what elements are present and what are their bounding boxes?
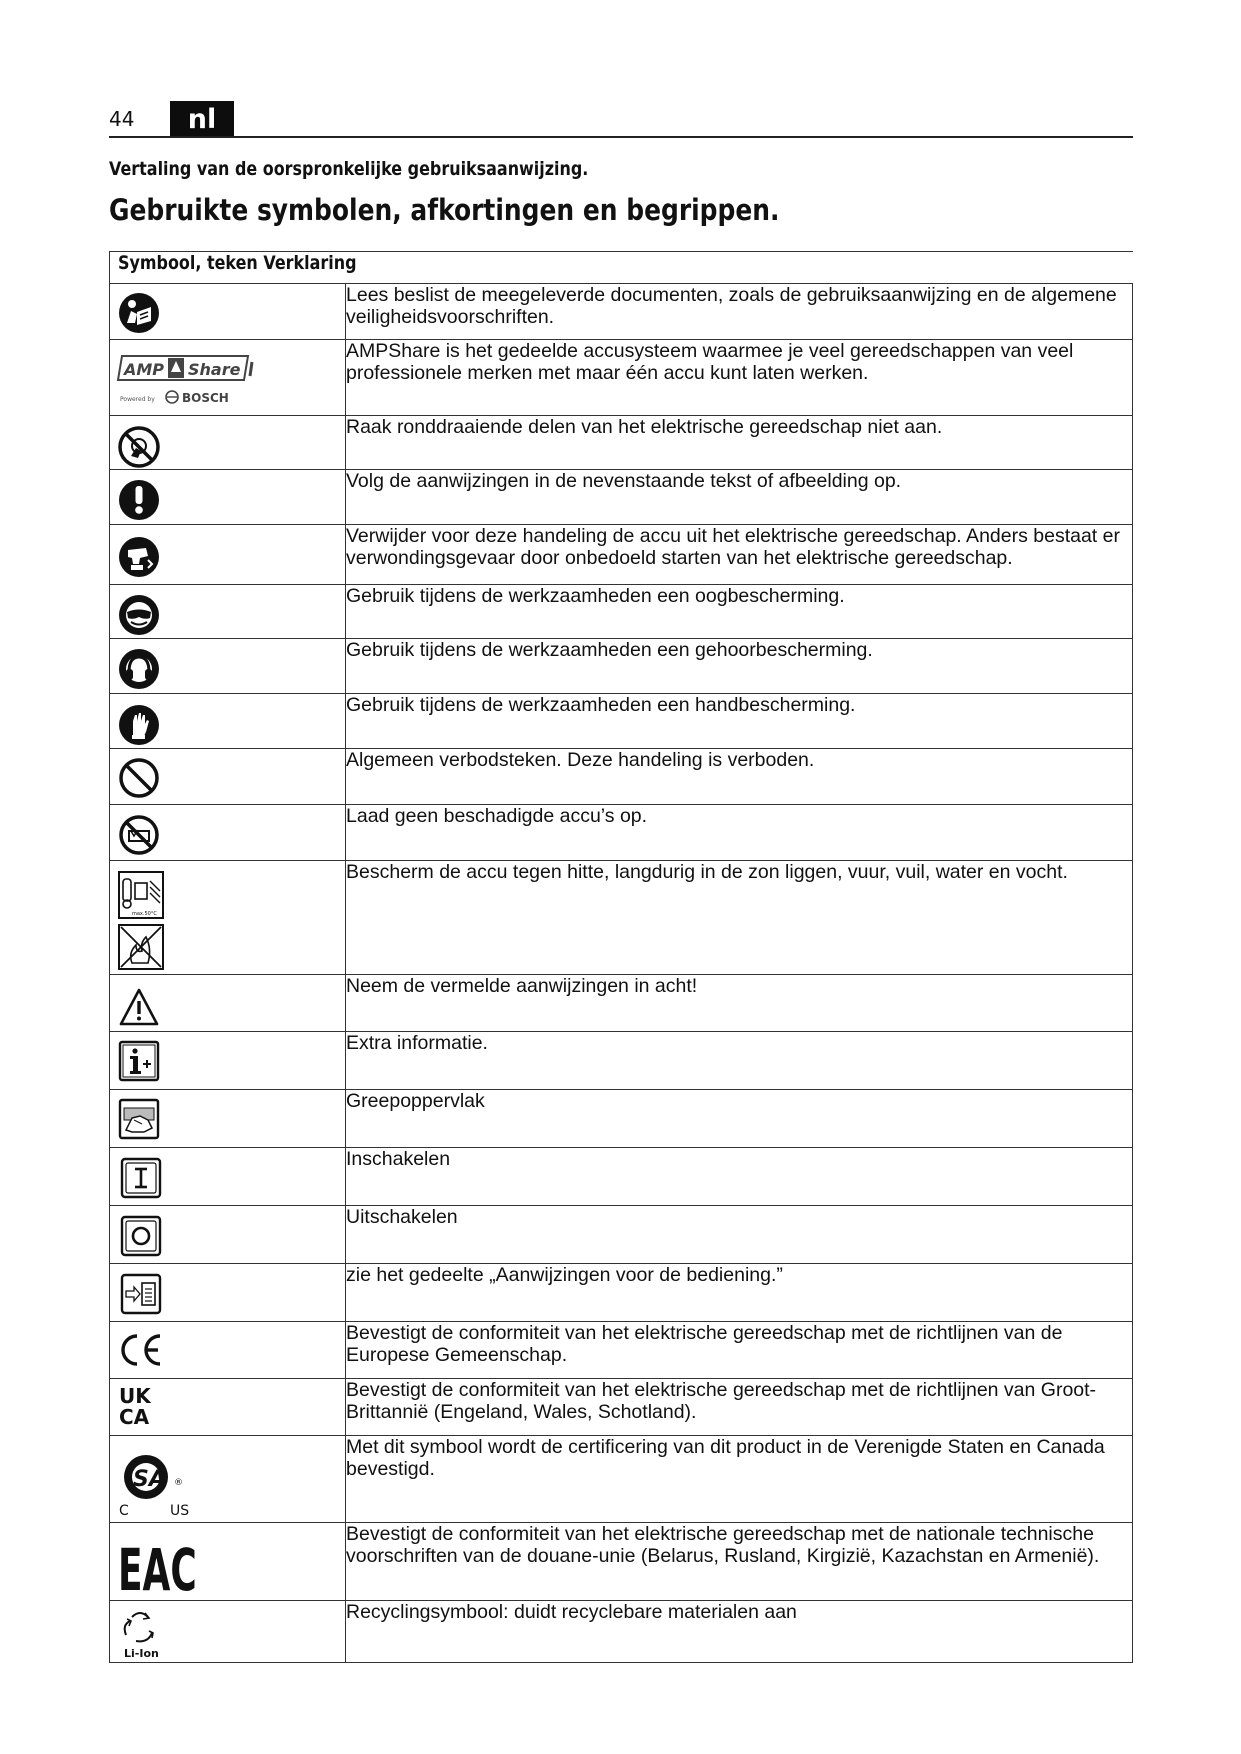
svg-text:max.50°C: max.50°C bbox=[132, 911, 157, 917]
no-touch-rotating-icon bbox=[118, 426, 160, 468]
svg-text:Powered by: Powered by bbox=[120, 396, 155, 403]
svg-text:AMP: AMP bbox=[124, 360, 165, 379]
table-row bbox=[110, 585, 1133, 639]
table-row bbox=[110, 1032, 1133, 1090]
eye-protection-icon bbox=[118, 594, 160, 636]
table-row bbox=[110, 284, 1133, 340]
table-row bbox=[110, 1264, 1133, 1322]
table-row bbox=[110, 975, 1133, 1032]
table-row bbox=[110, 340, 1133, 416]
svg-text:UK: UK bbox=[119, 1384, 151, 1408]
row-text: Neem de vermelde aanwijzingen in acht! bbox=[346, 975, 1133, 1032]
row-text: Gebruik tijdens de werkzaamheden een gehoorbescherming. bbox=[346, 639, 1133, 694]
row-text: zie het gedeelte „Aanwijzingen voor de bediening.” bbox=[346, 1264, 1133, 1322]
row-text: Bevestigt de conformiteit van het elektrische gereedschap met de richtlijnen van Groot-Brittannië (Engeland, Wales, Schotland). bbox=[346, 1379, 1133, 1436]
page-title: Gebruikte symbolen, afkortingen en begrippen. bbox=[109, 193, 780, 227]
svg-text:SA: SA bbox=[133, 1467, 166, 1492]
table-row bbox=[110, 1148, 1133, 1206]
table-row bbox=[110, 694, 1133, 749]
ce-mark-icon bbox=[118, 1332, 164, 1368]
power-on-icon bbox=[120, 1157, 162, 1199]
eac-mark-icon bbox=[118, 1528, 197, 1605]
row-text: Lees beslist de meegeleverde documenten, zoals de gebruiksaanwijzing en de algemene veiligheidsvoorschriften. bbox=[346, 284, 1133, 340]
row-text: Bevestigt de conformiteit van het elektrische gereedschap met de nationale technische voorschriften van de douane-unie (Belarus, Rusland, Kirgizië, Kazachstan en Armenië). bbox=[346, 1523, 1133, 1601]
row-text: Greepoppervlak bbox=[346, 1090, 1133, 1148]
table-row bbox=[110, 1322, 1133, 1379]
table-row bbox=[110, 525, 1133, 585]
svg-text:EAC: EAC bbox=[118, 1537, 197, 1605]
ear-protection-icon bbox=[118, 648, 160, 690]
exclamation-icon bbox=[118, 479, 160, 521]
header-rule bbox=[109, 136, 1133, 138]
row-text: Bescherm de accu tegen hitte, langdurig in de zon liggen, vuur, vuil, water en vocht. bbox=[346, 861, 1133, 975]
row-text: Uitschakelen bbox=[346, 1206, 1133, 1264]
ukca-mark-icon bbox=[118, 1384, 158, 1428]
row-text: Bevestigt de conformiteit van het elektrische gereedschap met de richtlijnen van de Europese Gemeenschap. bbox=[346, 1322, 1133, 1379]
table-row bbox=[110, 416, 1133, 470]
svg-text:Share: Share bbox=[188, 360, 241, 379]
operating-instructions-icon bbox=[120, 1273, 162, 1315]
hand-protection-icon bbox=[118, 704, 160, 746]
table-row bbox=[110, 805, 1133, 861]
table-row bbox=[110, 861, 1133, 975]
table-row bbox=[110, 1090, 1133, 1148]
row-text: AMPShare is het gedeelde accusysteem waarmee je veel gereedschappen van veel professionele merken met maar één accu kunt laten werken. bbox=[346, 340, 1133, 416]
row-text: Raak ronddraaiende delen van het elektrische gereedschap niet aan. bbox=[346, 416, 1133, 470]
table-row bbox=[110, 749, 1133, 805]
table-header-row bbox=[110, 252, 1133, 284]
column-header: Symbool, teken Verklaring bbox=[110, 252, 1133, 284]
table-row bbox=[110, 1379, 1133, 1436]
row-text: Recyclingsymbool: duidt recyclebare materialen aan bbox=[346, 1601, 1133, 1663]
svg-text:Li-Ion: Li-Ion bbox=[124, 1647, 159, 1660]
row-text: Verwijder voor deze handeling de accu uit het elektrische gereedschap. Anders bestaat er verwondingsgevaar door onbedoeld starten van het elektrische gereedschap. bbox=[346, 525, 1133, 585]
row-text: Gebruik tijdens de werkzaamheden een oogbescherming. bbox=[346, 585, 1133, 639]
warning-triangle-icon bbox=[118, 987, 160, 1027]
row-text: Met dit symbool wordt de certificering van dit product in de Verenigde Staten en Canada bevestigd. bbox=[346, 1436, 1133, 1523]
page-number: 44 bbox=[109, 107, 135, 131]
row-text: Inschakelen bbox=[346, 1148, 1133, 1206]
recycling-icon bbox=[118, 1607, 162, 1661]
table-row bbox=[110, 1206, 1133, 1264]
symbols-table bbox=[109, 251, 1133, 1663]
row-text: Gebruik tijdens de werkzaamheden een handbescherming. bbox=[346, 694, 1133, 749]
table-row bbox=[110, 639, 1133, 694]
table-row bbox=[110, 1601, 1133, 1663]
svg-text:®: ® bbox=[174, 1478, 183, 1488]
ampshare-logo bbox=[118, 352, 258, 408]
row-text: Laad geen beschadigde accu’s op. bbox=[346, 805, 1133, 861]
grip-surface-icon bbox=[118, 1098, 160, 1140]
prohibition-icon bbox=[118, 757, 160, 799]
table-row bbox=[110, 470, 1133, 525]
svg-text:C: C bbox=[119, 1503, 129, 1519]
row-text: Volg de aanwijzingen in de nevenstaande tekst of afbeelding op. bbox=[346, 470, 1133, 525]
row-text: Extra informatie. bbox=[346, 1032, 1133, 1090]
language-tab: nl bbox=[170, 101, 234, 137]
remove-battery-icon bbox=[118, 536, 160, 578]
power-off-icon bbox=[120, 1215, 162, 1257]
read-manual-icon bbox=[118, 292, 160, 334]
csa-mark-icon bbox=[118, 1443, 208, 1519]
subtitle: Vertaling van de oorspronkelijke gebruiksaanwijzing. bbox=[109, 158, 589, 180]
battery-protection-icon bbox=[118, 871, 166, 971]
svg-text:BOSCH: BOSCH bbox=[182, 391, 229, 405]
no-damaged-battery-icon bbox=[118, 814, 160, 856]
svg-text:US: US bbox=[170, 1503, 190, 1519]
table-row bbox=[110, 1523, 1133, 1601]
svg-text:CA: CA bbox=[119, 1405, 150, 1429]
table-row bbox=[110, 1436, 1133, 1523]
row-text: Algemeen verbodsteken. Deze handeling is verboden. bbox=[346, 749, 1133, 805]
info-plus-icon bbox=[118, 1040, 160, 1082]
